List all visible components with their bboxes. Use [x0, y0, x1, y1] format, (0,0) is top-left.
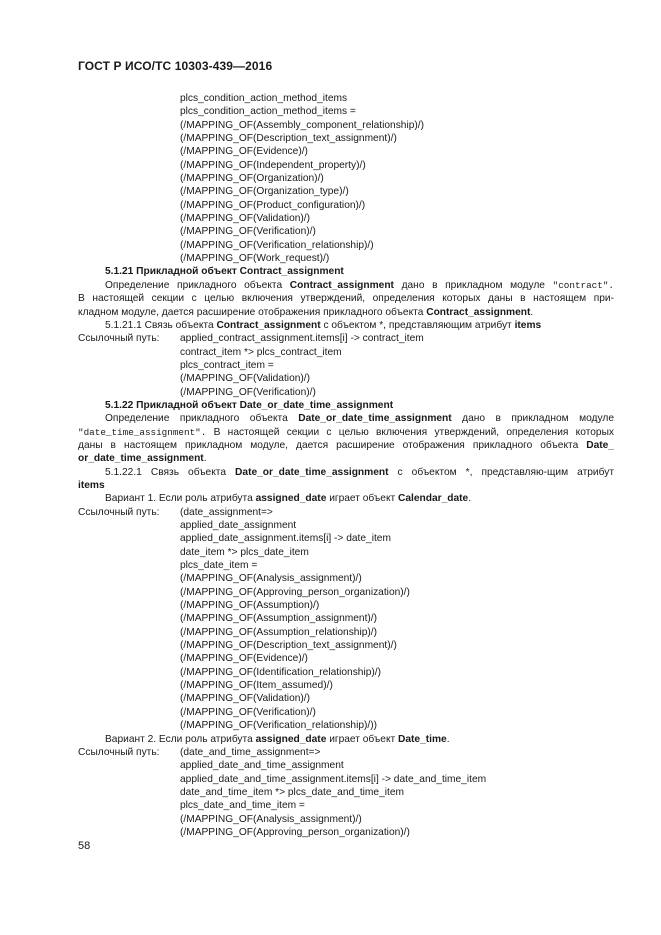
variant-2-heading	[78, 733, 614, 746]
definition-line: В настоящей секции с целью включения утверждений, определения которых даны в настоящем при-	[78, 293, 614, 305]
text: играет объект	[326, 733, 399, 745]
code-line: (/MAPPING_OF(Description_text_assignment)/)	[180, 133, 397, 145]
subsection-5-1-22-1	[78, 466, 614, 479]
entity-name: Date_or_date_time_assignment	[298, 413, 452, 425]
text: В настоящей секции с целью включения утверждений, определения которых	[206, 426, 614, 438]
variant-1-heading	[78, 492, 614, 505]
entity-name: Contract_assignment	[289, 279, 394, 291]
text: Определение прикладного объекта	[105, 279, 290, 291]
code-line: plcs_date_and_time_item =	[180, 800, 305, 812]
code-line: (/MAPPING_OF(Validation)/)	[180, 213, 311, 225]
reference-path-first-line	[78, 746, 614, 759]
heading-text: 5.1.22 Прикладной объект Date_or_date_time_assignment	[105, 399, 394, 411]
code-line: (/MAPPING_OF(Item_assumed)/)	[180, 680, 333, 692]
code-line: (/MAPPING_OF(Analysis_assignment)/)	[180, 573, 362, 585]
text: Определение прикладного объекта	[105, 413, 299, 425]
text: с объектом *, представляю-щим атрибут	[388, 466, 614, 478]
attribute-name: items	[514, 319, 542, 331]
code-line: applied_contract_assignment.items[i] -> contract_item	[180, 333, 424, 345]
text: 5.1.22.1 Связь объекта	[105, 466, 236, 478]
code-line: applied_date_and_time_assignment	[180, 760, 344, 772]
code-line: (date_and_time_assignment=>	[180, 746, 321, 758]
entity-name: Calendar_date	[398, 493, 469, 505]
code-line: (/MAPPING_OF(Product_configuration)/)	[180, 199, 366, 211]
definition-line	[78, 452, 614, 465]
code-line: plcs_condition_action_method_items	[180, 93, 348, 104]
text: даны в настоящем прикладном модуле, дается расширение отображения прикладного объекта	[78, 439, 587, 451]
text: .	[530, 306, 534, 318]
code-line: (/MAPPING_OF(Assumption_relationship)/)	[180, 626, 378, 638]
code-line: (/MAPPING_OF(Verification_relationship)/))	[180, 720, 378, 732]
code-line: plcs_date_item =	[180, 560, 258, 572]
code-line: applied_date_and_time_assignment.items[i] -> date_and_time_item	[180, 773, 487, 785]
reference-path-label: Ссылочный путь:	[78, 746, 160, 758]
code-line: (/MAPPING_OF(Verification)/)	[180, 706, 316, 718]
code-line: (/MAPPING_OF(Organization_type)/)	[180, 186, 349, 198]
code-line: (/MAPPING_OF(Approving_person_organization)/)	[180, 826, 410, 838]
code-line: (/MAPPING_OF(Identification_relationship)/)	[180, 666, 381, 678]
reference-path-first-line	[78, 332, 614, 345]
text: с объектом *, представляющим атрибут	[320, 319, 515, 331]
entity-name: Contract_assignment	[216, 319, 321, 331]
code-line: (/MAPPING_OF(Evidence)/)	[180, 146, 308, 158]
code-line: date_and_time_item *> plcs_date_and_time_item	[180, 786, 404, 798]
entity-name: or_date_time_assignment	[78, 453, 204, 465]
text: кладном модуле, дается расширение отображения прикладного объекта	[78, 306, 427, 318]
code-line: date_item *> plcs_date_item	[180, 546, 309, 558]
heading-text: 5.1.21 Прикладной объект Contract_assignment	[105, 266, 344, 278]
code-line: (/MAPPING_OF(Assumption)/)	[180, 600, 320, 612]
definition-line	[78, 426, 614, 439]
definition-line	[78, 306, 614, 319]
entity-name: Date_or_date_time_assignment	[235, 466, 389, 478]
text: .	[446, 733, 450, 745]
code-line: (/MAPPING_OF(Organization)/)	[180, 173, 324, 185]
code-line: (/MAPPING_OF(Assembly_component_relationship)/)	[180, 119, 425, 131]
code-line: (/MAPPING_OF(Validation)/)	[180, 693, 311, 705]
section-heading-5-1-22	[78, 399, 614, 412]
text: 5.1.21.1 Связь объекта	[105, 319, 217, 331]
reference-path-label: Ссылочный путь:	[78, 333, 160, 345]
code-line: (/MAPPING_OF(Approving_person_organization)/)	[180, 586, 410, 598]
document-header: ГОСТ Р ИСО/ТС 10303-439—2016	[78, 59, 273, 73]
entity-name: Date_	[586, 439, 614, 451]
module-name: "date_time_assignment".	[78, 426, 207, 438]
code-line: (/MAPPING_OF(Verification)/)	[180, 386, 316, 398]
definition-line	[78, 279, 614, 292]
code-line: applied_date_assignment	[180, 520, 297, 531]
code-line: plcs_condition_action_method_items =	[180, 106, 356, 118]
attribute-name: assigned_date	[255, 733, 327, 745]
code-line: (/MAPPING_OF(Description_text_assignment)/)	[180, 640, 397, 652]
code-line: (/MAPPING_OF(Analysis_assignment)/)	[180, 813, 362, 825]
code-line: (/MAPPING_OF(Independent_property)/)	[180, 159, 366, 171]
text: Вариант 1. Если роль атрибута	[105, 493, 256, 505]
mapping-block-variant-2	[78, 759, 614, 839]
text: дано в прикладном модуле	[393, 279, 553, 291]
code-line: applied_date_assignment.items[i] -> date_item	[180, 533, 391, 545]
mapping-block-variant-1	[78, 519, 614, 733]
reference-path-first-line	[78, 506, 614, 519]
subsection-continuation	[78, 479, 614, 492]
page-body	[78, 92, 614, 839]
code-line: plcs_contract_item =	[180, 359, 274, 371]
subsection-5-1-21-1	[78, 319, 614, 332]
entity-name: Contract_assignment	[426, 306, 531, 318]
entity-name: Date_time	[398, 733, 447, 745]
code-line: (/MAPPING_OF(Work_request)/)	[180, 253, 330, 265]
code-line: (/MAPPING_OF(Evidence)/)	[180, 653, 308, 665]
code-line: (/MAPPING_OF(Assumption_assignment)/)	[180, 613, 378, 625]
definition-line	[78, 439, 614, 452]
section-heading-5-1-21	[78, 265, 614, 278]
text: Вариант 2. Если роль атрибута	[105, 733, 256, 745]
code-line: (/MAPPING_OF(Verification_relationship)/)	[180, 239, 374, 251]
mapping-block-plcs-condition	[78, 92, 614, 265]
code-line: (date_assignment=>	[180, 506, 273, 518]
page-number: 58	[78, 840, 91, 852]
module-name: "contract".	[552, 279, 614, 291]
code-line: (/MAPPING_OF(Validation)/)	[180, 373, 311, 385]
definition-line	[78, 412, 614, 425]
code-line: contract_item *> plcs_contract_item	[180, 346, 342, 358]
reference-path-label: Ссылочный путь:	[78, 506, 160, 518]
text: .	[468, 493, 472, 505]
text: .	[203, 453, 207, 465]
text: играет объект	[326, 493, 399, 505]
attribute-name: items	[78, 479, 105, 491]
code-line: (/MAPPING_OF(Verification)/)	[180, 226, 316, 238]
attribute-name: assigned_date	[255, 493, 327, 505]
mapping-block-contract	[78, 346, 614, 399]
text: дано в прикладном модуле	[451, 413, 614, 425]
